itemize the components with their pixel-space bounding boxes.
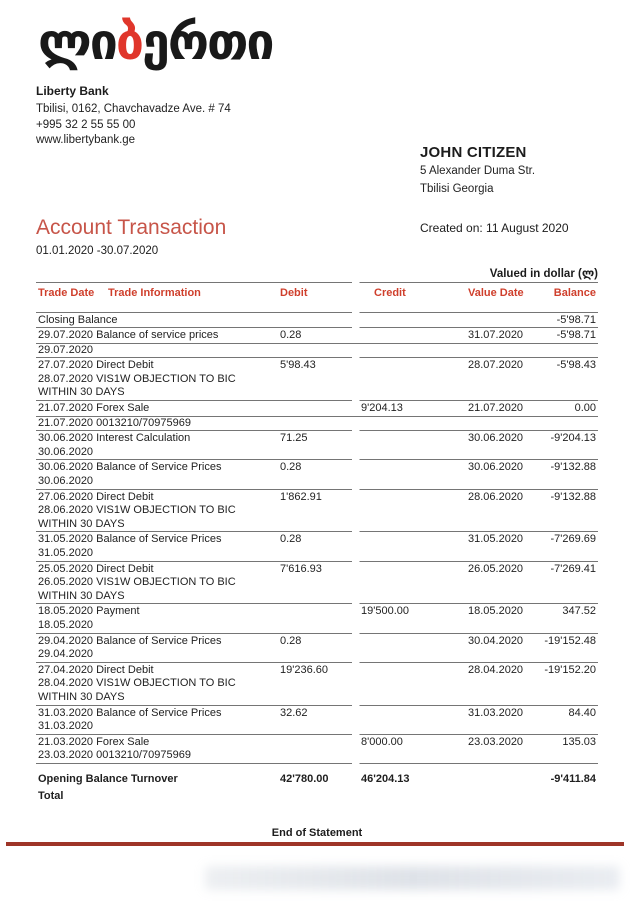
bank-statement-page <box>0 14 630 906</box>
cell-value-date <box>468 314 538 328</box>
cell-trade-info: Closing Balance <box>38 313 118 326</box>
cell-balance: -9'204.13 <box>550 432 596 445</box>
cell-trade-info: 31.03.2020 Balance of Service Prices <box>38 706 222 719</box>
header-trade-date: Trade Date <box>38 286 95 299</box>
table-row <box>36 604 598 632</box>
cell-trade-continuation: 28.07.2020 VIS1W OBJECTION TO BIC <box>38 372 236 385</box>
cell-trade-info: Opening Balance Turnover <box>38 772 178 785</box>
cell-debit: 7'616.93 <box>280 562 322 575</box>
row-main-line <box>36 706 598 721</box>
cell-value-date: 28.04.2020 <box>468 663 524 676</box>
cell-balance: 135.03 <box>562 735 596 748</box>
row-main-line <box>36 328 598 344</box>
cell-trade-continuation: 26.05.2020 VIS1W OBJECTION TO BIC <box>38 576 236 589</box>
transactions-table <box>36 282 598 804</box>
cell-debit <box>280 736 361 750</box>
cell-credit: 46'204.13 <box>361 772 410 785</box>
cell-trade-info: 27.07.2020 Direct Debit <box>38 359 154 372</box>
cell-trade-info: 27.04.2020 Direct Debit <box>38 663 154 676</box>
cell-trade-continuation: 31.03.2020 <box>38 720 94 733</box>
customer-address-line1: 5 Alexander Duma Str. <box>420 165 536 177</box>
table-body <box>36 313 598 804</box>
cell-value-date: 23.03.2020 <box>468 735 524 748</box>
cell-trade-continuation: 29.04.2020 <box>38 648 94 661</box>
liberty-bank-logo <box>38 14 598 70</box>
row-main-line <box>36 313 598 328</box>
cell-balance: -7'269.41 <box>550 562 596 575</box>
cell-value-date: 26.05.2020 <box>468 562 524 575</box>
cell-credit <box>361 359 468 373</box>
cell-credit <box>361 329 468 343</box>
cell-trade-info: 29.07.2020 Balance of service prices <box>38 329 219 342</box>
cell-trade-continuation: 30.06.2020 <box>38 445 94 458</box>
table-row <box>36 634 598 662</box>
end-of-statement-label: End of Statement <box>271 826 363 839</box>
cell-debit: 0.28 <box>280 329 302 342</box>
row-divider <box>36 763 598 764</box>
cell-debit <box>280 314 361 328</box>
cell-trade-continuation: 18.05.2020 <box>38 618 94 631</box>
cell-debit: 0.28 <box>280 461 302 474</box>
cell-credit: 19'500.00 <box>361 605 409 618</box>
header-credit: Credit <box>374 286 406 299</box>
cell-credit <box>361 563 468 577</box>
header-trade-information: Trade Information <box>108 286 201 299</box>
statement-period: 01.01.2020 -30.07.2020 <box>36 244 159 257</box>
statement-header <box>36 215 598 257</box>
cell-trade-info: 18.05.2020 Payment <box>38 605 140 618</box>
table-row <box>36 562 598 604</box>
header-debit: Debit <box>280 286 308 299</box>
cell-balance: -5'98.71 <box>556 313 596 326</box>
row-main-line <box>36 562 598 577</box>
cell-trade-continuation: WITHIN 30 DAYS <box>38 690 125 703</box>
table-row <box>36 328 598 357</box>
bank-address: Tbilisi, 0162, Chavchavadze Ave. # 74 <box>36 103 231 115</box>
cell-value-date: 21.07.2020 <box>468 402 524 415</box>
cell-trade-info: 30.06.2020 Interest Calculation <box>38 432 191 445</box>
cell-debit: 42'780.00 <box>280 772 329 785</box>
table-row <box>36 431 598 459</box>
row-main-line <box>36 532 598 547</box>
customer-name: JOHN CITIZEN <box>420 144 527 161</box>
cell-credit <box>361 533 468 547</box>
cell-balance: -9'132.88 <box>550 461 596 474</box>
header-value-date: Value Date <box>468 286 524 299</box>
cell-balance: 347.52 <box>562 605 596 618</box>
table-row <box>36 490 598 532</box>
cell-balance: -19'152.20 <box>544 663 596 676</box>
header-trade <box>38 287 280 299</box>
cell-balance: -7'269.69 <box>550 533 596 546</box>
cell-credit <box>361 432 468 446</box>
logo-accent-letter: ბ <box>115 13 143 71</box>
cell-balance: -9'132.88 <box>550 490 596 503</box>
cell-debit <box>280 402 361 416</box>
cell-trade-info: 29.04.2020 Balance of Service Prices <box>38 634 222 647</box>
cell-balance: -5'98.71 <box>556 329 596 342</box>
cell-credit <box>361 707 468 721</box>
cell-debit <box>280 605 361 619</box>
cell-credit <box>361 314 468 328</box>
cell-trade-continuation: 29.07.2020 <box>38 343 94 356</box>
bank-phone: +995 32 2 55 55 00 <box>36 118 136 131</box>
cell-trade-continuation: 30.06.2020 <box>38 475 94 488</box>
row-main-line <box>36 401 598 417</box>
cell-value-date <box>468 772 538 787</box>
customer-address-block <box>420 144 535 197</box>
table-row <box>36 532 598 560</box>
table-header-row <box>36 283 598 312</box>
footer-maroon-line <box>6 842 624 846</box>
cell-trade-continuation: Total <box>38 789 64 802</box>
row-main-line <box>36 490 598 505</box>
cell-debit: 1'862.91 <box>280 490 322 503</box>
row-main-line <box>36 431 598 446</box>
table-row <box>36 313 598 328</box>
table-total-row <box>36 771 598 804</box>
row-main-line <box>36 663 598 678</box>
cell-value-date: 30.06.2020 <box>468 432 524 445</box>
cell-credit <box>361 491 468 505</box>
table-row <box>36 706 598 734</box>
cell-value-date: 30.04.2020 <box>468 634 524 647</box>
cell-trade-continuation: WITHIN 30 DAYS <box>38 589 125 602</box>
cell-trade-continuation: WITHIN 30 DAYS <box>38 517 125 530</box>
cell-balance: 84.40 <box>568 706 596 719</box>
header-balance: Balance <box>553 286 596 299</box>
cell-value-date: 30.06.2020 <box>468 461 524 474</box>
logo-text-suffix: ერთი <box>142 13 273 71</box>
cell-value-date: 28.07.2020 <box>468 359 524 372</box>
cell-credit <box>361 664 468 678</box>
cell-trade-continuation: WITHIN 30 DAYS <box>38 386 125 399</box>
cell-trade-info: 27.06.2020 Direct Debit <box>38 490 154 503</box>
row-main-line <box>36 604 598 619</box>
valuation-note: Valued in dollar (ლ) <box>489 267 598 280</box>
cell-value-date: 31.05.2020 <box>468 533 524 546</box>
row-main-line <box>36 735 598 750</box>
row-main-line <box>36 771 598 787</box>
statement-title: Account Transaction <box>36 215 227 239</box>
cell-credit: 9'204.13 <box>361 402 403 415</box>
table-row <box>36 401 598 430</box>
cell-trade-continuation: 28.04.2020 VIS1W OBJECTION TO BIC <box>38 677 236 690</box>
cell-trade-info: 31.05.2020 Balance of Service Prices <box>38 533 222 546</box>
bank-name: Liberty Bank <box>36 84 109 98</box>
table-row <box>36 735 598 763</box>
cell-debit: 32.62 <box>280 706 308 719</box>
table-row <box>36 460 598 488</box>
cell-value-date: 28.06.2020 <box>468 490 524 503</box>
cell-trade-continuation: 23.03.2020 0013210/70975969 <box>38 749 191 762</box>
cell-credit <box>361 461 468 475</box>
cell-debit: 71.25 <box>280 432 308 445</box>
cell-trade-continuation: 21.07.2020 0013210/70975969 <box>38 416 191 429</box>
cell-trade-info: 25.05.2020 Direct Debit <box>38 562 154 575</box>
table-row <box>36 663 598 705</box>
cell-trade-info: 21.03.2020 Forex Sale <box>38 735 150 748</box>
row-main-line <box>36 358 598 373</box>
row-main-line <box>36 460 598 475</box>
cell-balance: -19'152.48 <box>544 634 596 647</box>
cell-credit: 8'000.00 <box>361 735 403 748</box>
customer-address-line2: Tbilisi Georgia <box>420 183 494 195</box>
cell-debit: 19'236.60 <box>280 663 328 676</box>
cell-balance: -5'98.43 <box>556 359 596 372</box>
logo-text-prefix: ლი <box>38 13 116 71</box>
row-main-line <box>36 634 598 649</box>
cell-balance: 0.00 <box>574 402 596 415</box>
cell-value-date: 31.07.2020 <box>468 329 524 342</box>
cell-balance: -9'411.84 <box>550 772 596 785</box>
cell-trade-continuation: 31.05.2020 <box>38 547 94 559</box>
table-row <box>36 358 598 400</box>
cell-debit: 5'98.43 <box>280 359 316 372</box>
cell-value-date: 31.03.2020 <box>468 706 524 719</box>
cell-debit: 0.28 <box>280 634 302 647</box>
created-on-text: Created on: 11 August 2020 <box>420 220 569 235</box>
cell-credit <box>361 635 468 649</box>
bank-address-block <box>36 84 598 149</box>
bank-website: www.libertybank.ge <box>36 134 136 146</box>
cell-debit: 0.28 <box>280 533 302 546</box>
cell-trade-continuation: 28.06.2020 VIS1W OBJECTION TO BIC <box>38 504 236 517</box>
scan-smudge-artifact <box>205 866 620 890</box>
cell-trade-info: 30.06.2020 Balance of Service Prices <box>38 461 222 474</box>
cell-value-date: 18.05.2020 <box>468 605 524 618</box>
cell-trade-info: 21.07.2020 Forex Sale <box>38 402 150 415</box>
